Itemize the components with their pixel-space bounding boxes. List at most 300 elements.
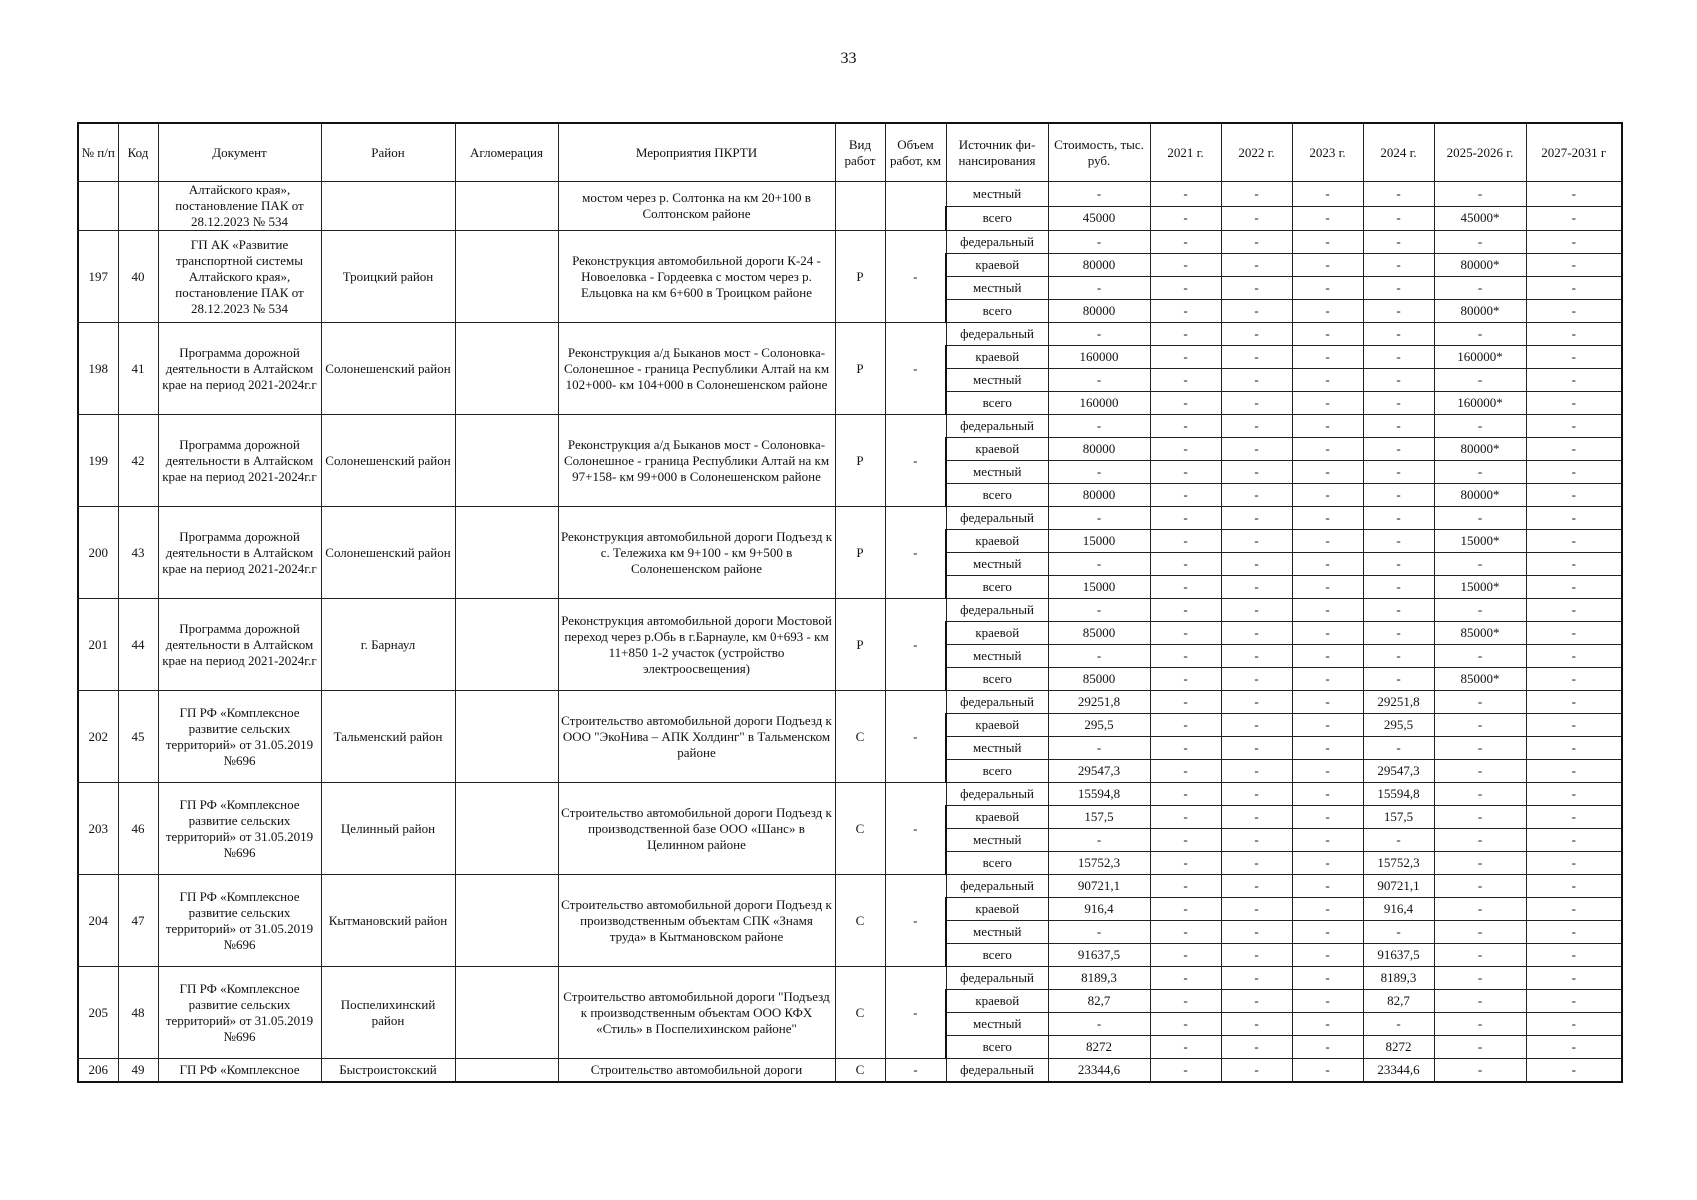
row-number-cell: 205 [78, 967, 118, 1059]
row-number-cell: 199 [78, 415, 118, 507]
year-2022-cell: - [1221, 875, 1292, 898]
year-2021-cell: - [1150, 668, 1221, 691]
funding-source-cell: краевой [946, 806, 1048, 829]
year-2023-cell: - [1292, 760, 1363, 783]
funding-source-cell: краевой [946, 254, 1048, 277]
year-2022-cell: - [1221, 323, 1292, 346]
document-cell: ГП РФ «Комплексное развитие сельских территорий» от 31.05.2019 №696 [158, 691, 321, 783]
year-2022-cell: - [1221, 346, 1292, 369]
row-number-cell: 206 [78, 1059, 118, 1083]
funding-source-cell: федеральный [946, 415, 1048, 438]
funding-source-cell: федеральный [946, 691, 1048, 714]
year-2023-cell: - [1292, 691, 1363, 714]
year-2024-cell: - [1363, 346, 1434, 369]
funding-source-cell: всего [946, 206, 1048, 231]
years-2027-2031-cell: - [1526, 806, 1622, 829]
year-2022-cell: - [1221, 1013, 1292, 1036]
cost-cell: - [1048, 553, 1150, 576]
cost-cell: 85000 [1048, 622, 1150, 645]
year-2021-cell: - [1150, 599, 1221, 622]
year-2024-cell: - [1363, 415, 1434, 438]
years-2025-2026-cell: - [1434, 921, 1526, 944]
work-type-cell: С [835, 691, 885, 783]
years-2025-2026-cell: 85000* [1434, 668, 1526, 691]
years-2025-2026-cell: 15000* [1434, 576, 1526, 599]
code-cell [118, 182, 158, 231]
years-2027-2031-cell: - [1526, 507, 1622, 530]
year-2023-cell: - [1292, 507, 1363, 530]
funding-source-cell: местный [946, 553, 1048, 576]
year-2023-cell: - [1292, 1059, 1363, 1083]
year-2022-cell: - [1221, 206, 1292, 231]
work-type-cell: Р [835, 599, 885, 691]
year-2023-cell: - [1292, 277, 1363, 300]
cost-cell: 23344,6 [1048, 1059, 1150, 1083]
year-2021-cell: - [1150, 323, 1221, 346]
funding-source-cell: федеральный [946, 1059, 1048, 1083]
agglomeration-cell [455, 783, 558, 875]
work-type-cell: Р [835, 415, 885, 507]
funding-source-cell: всего [946, 300, 1048, 323]
year-2024-cell: - [1363, 231, 1434, 254]
year-2024-cell: - [1363, 392, 1434, 415]
work-type-cell: С [835, 783, 885, 875]
cost-cell: 29251,8 [1048, 691, 1150, 714]
cost-cell: - [1048, 323, 1150, 346]
year-2024-cell: - [1363, 553, 1434, 576]
year-2022-cell: - [1221, 530, 1292, 553]
measure-cell: мостом через р. Солтонка на км 20+100 в Солтонском районе [558, 182, 835, 231]
year-2023-cell: - [1292, 438, 1363, 461]
years-2027-2031-cell: - [1526, 1013, 1622, 1036]
year-2024-cell: - [1363, 323, 1434, 346]
year-2023-cell: - [1292, 806, 1363, 829]
measure-cell: Строительство автомобильной дороги "Подъезд к производственным объектам ООО КФХ «Стиль» в Поспелихинском районе" [558, 967, 835, 1059]
year-2021-cell: - [1150, 484, 1221, 507]
years-2025-2026-cell: - [1434, 323, 1526, 346]
header-cell: Код [118, 123, 158, 182]
year-2021-cell: - [1150, 875, 1221, 898]
years-2025-2026-cell: - [1434, 553, 1526, 576]
years-2027-2031-cell: - [1526, 737, 1622, 760]
work-type-cell: С [835, 1059, 885, 1083]
years-2027-2031-cell: - [1526, 182, 1622, 207]
volume-cell: - [885, 967, 946, 1059]
funding-source-cell: краевой [946, 898, 1048, 921]
years-2027-2031-cell: - [1526, 599, 1622, 622]
years-2027-2031-cell: - [1526, 392, 1622, 415]
year-2022-cell: - [1221, 392, 1292, 415]
row-number-cell: 197 [78, 231, 118, 323]
funding-source-cell: местный [946, 737, 1048, 760]
year-2023-cell: - [1292, 645, 1363, 668]
year-2024-cell: - [1363, 206, 1434, 231]
year-2024-cell: 8189,3 [1363, 967, 1434, 990]
funding-source-cell: федеральный [946, 507, 1048, 530]
year-2024-cell: - [1363, 829, 1434, 852]
year-2023-cell: - [1292, 921, 1363, 944]
year-2021-cell: - [1150, 1036, 1221, 1059]
agglomeration-cell [455, 231, 558, 323]
year-2022-cell: - [1221, 599, 1292, 622]
years-2025-2026-cell: - [1434, 760, 1526, 783]
funding-source-cell: краевой [946, 530, 1048, 553]
years-2025-2026-cell: 160000* [1434, 346, 1526, 369]
year-2024-cell: 29547,3 [1363, 760, 1434, 783]
year-2024-cell: - [1363, 300, 1434, 323]
year-2022-cell: - [1221, 182, 1292, 207]
years-2025-2026-cell: - [1434, 852, 1526, 875]
cost-cell: 8272 [1048, 1036, 1150, 1059]
district-cell: Быстроистокский [321, 1059, 455, 1083]
years-2027-2031-cell: - [1526, 1059, 1622, 1083]
code-cell: 48 [118, 967, 158, 1059]
table-row [78, 323, 1622, 346]
cost-cell: 8189,3 [1048, 967, 1150, 990]
year-2021-cell: - [1150, 254, 1221, 277]
years-2027-2031-cell: - [1526, 530, 1622, 553]
year-2021-cell: - [1150, 530, 1221, 553]
year-2021-cell: - [1150, 300, 1221, 323]
years-2025-2026-cell: - [1434, 806, 1526, 829]
volume-cell: - [885, 875, 946, 967]
years-2025-2026-cell: 80000* [1434, 484, 1526, 507]
district-cell: Тальменский район [321, 691, 455, 783]
page-number: 33 [840, 50, 857, 67]
document-cell: ГП РФ «Комплексное развитие сельских территорий» от 31.05.2019 №696 [158, 783, 321, 875]
cost-cell: 15752,3 [1048, 852, 1150, 875]
document-cell: Программа дорожной деятельности в Алтайском крае на период 2021-2024г.г [158, 507, 321, 599]
years-2027-2031-cell: - [1526, 990, 1622, 1013]
year-2022-cell: - [1221, 760, 1292, 783]
years-2025-2026-cell: - [1434, 829, 1526, 852]
years-2025-2026-cell: 15000* [1434, 530, 1526, 553]
year-2021-cell: - [1150, 898, 1221, 921]
cost-cell: - [1048, 921, 1150, 944]
volume-cell [885, 182, 946, 231]
year-2022-cell: - [1221, 806, 1292, 829]
cost-cell: 15000 [1048, 530, 1150, 553]
year-2023-cell: - [1292, 967, 1363, 990]
volume-cell: - [885, 323, 946, 415]
header-cell: 2024 г. [1363, 123, 1434, 182]
cost-cell: 90721,1 [1048, 875, 1150, 898]
year-2021-cell: - [1150, 806, 1221, 829]
years-2027-2031-cell: - [1526, 645, 1622, 668]
year-2023-cell: - [1292, 553, 1363, 576]
years-2027-2031-cell: - [1526, 1036, 1622, 1059]
year-2024-cell: 15752,3 [1363, 852, 1434, 875]
header-cell: 2022 г. [1221, 123, 1292, 182]
years-2025-2026-cell: - [1434, 898, 1526, 921]
code-cell: 44 [118, 599, 158, 691]
years-2025-2026-cell: - [1434, 1013, 1526, 1036]
year-2022-cell: - [1221, 714, 1292, 737]
year-2022-cell: - [1221, 507, 1292, 530]
years-2027-2031-cell: - [1526, 206, 1622, 231]
code-cell: 49 [118, 1059, 158, 1083]
cost-cell: 91637,5 [1048, 944, 1150, 967]
year-2023-cell: - [1292, 369, 1363, 392]
years-2027-2031-cell: - [1526, 323, 1622, 346]
agglomeration-cell [455, 323, 558, 415]
year-2021-cell: - [1150, 1013, 1221, 1036]
year-2022-cell: - [1221, 300, 1292, 323]
header-cell: Район [321, 123, 455, 182]
volume-cell: - [885, 783, 946, 875]
year-2021-cell: - [1150, 392, 1221, 415]
funding-source-cell: федеральный [946, 875, 1048, 898]
funding-source-cell: всего [946, 852, 1048, 875]
year-2023-cell: - [1292, 737, 1363, 760]
year-2021-cell: - [1150, 760, 1221, 783]
volume-cell: - [885, 231, 946, 323]
cost-cell: 15594,8 [1048, 783, 1150, 806]
years-2025-2026-cell: - [1434, 461, 1526, 484]
year-2024-cell: - [1363, 576, 1434, 599]
year-2021-cell: - [1150, 461, 1221, 484]
year-2023-cell: - [1292, 530, 1363, 553]
document-cell: Алтайского края», постановление ПАК от 28.12.2023 № 534 [158, 182, 321, 231]
document-cell: Программа дорожной деятельности в Алтайском крае на период 2021-2024г.г [158, 323, 321, 415]
year-2023-cell: - [1292, 231, 1363, 254]
row-number-cell: 200 [78, 507, 118, 599]
year-2022-cell: - [1221, 277, 1292, 300]
year-2024-cell: - [1363, 484, 1434, 507]
years-2025-2026-cell: - [1434, 277, 1526, 300]
work-type-cell: Р [835, 507, 885, 599]
cost-cell: 80000 [1048, 484, 1150, 507]
district-cell: Целинный район [321, 783, 455, 875]
row-number-cell: 203 [78, 783, 118, 875]
district-cell: Поспелихинский район [321, 967, 455, 1059]
years-2027-2031-cell: - [1526, 691, 1622, 714]
year-2021-cell: - [1150, 438, 1221, 461]
cost-cell: - [1048, 599, 1150, 622]
years-2027-2031-cell: - [1526, 369, 1622, 392]
year-2021-cell: - [1150, 622, 1221, 645]
cost-cell: - [1048, 415, 1150, 438]
year-2022-cell: - [1221, 737, 1292, 760]
header-cell: 2027-2031 г [1526, 123, 1622, 182]
work-type-cell [835, 182, 885, 231]
work-type-cell: С [835, 967, 885, 1059]
work-type-cell: Р [835, 231, 885, 323]
cost-cell: - [1048, 461, 1150, 484]
year-2023-cell: - [1292, 829, 1363, 852]
year-2021-cell: - [1150, 346, 1221, 369]
years-2027-2031-cell: - [1526, 852, 1622, 875]
work-type-cell: Р [835, 323, 885, 415]
year-2024-cell: - [1363, 645, 1434, 668]
year-2021-cell: - [1150, 921, 1221, 944]
year-2022-cell: - [1221, 967, 1292, 990]
row-number-cell: 198 [78, 323, 118, 415]
measure-cell: Строительство автомобильной дороги Подъезд к ООО "ЭкоНива – АПК Холдинг" в Тальменском районе [558, 691, 835, 783]
year-2022-cell: - [1221, 484, 1292, 507]
years-2027-2031-cell: - [1526, 484, 1622, 507]
year-2023-cell: - [1292, 1013, 1363, 1036]
year-2024-cell: - [1363, 254, 1434, 277]
years-2027-2031-cell: - [1526, 231, 1622, 254]
years-2025-2026-cell: - [1434, 1036, 1526, 1059]
year-2024-cell: - [1363, 182, 1434, 207]
years-2025-2026-cell: 85000* [1434, 622, 1526, 645]
year-2021-cell: - [1150, 829, 1221, 852]
years-2027-2031-cell: - [1526, 277, 1622, 300]
funding-source-cell: всего [946, 1036, 1048, 1059]
years-2025-2026-cell: - [1434, 182, 1526, 207]
cost-cell: 45000 [1048, 206, 1150, 231]
year-2024-cell: 91637,5 [1363, 944, 1434, 967]
years-2027-2031-cell: - [1526, 461, 1622, 484]
years-2027-2031-cell: - [1526, 783, 1622, 806]
year-2024-cell: 8272 [1363, 1036, 1434, 1059]
years-2025-2026-cell: - [1434, 415, 1526, 438]
year-2023-cell: - [1292, 576, 1363, 599]
table-row [78, 783, 1622, 806]
cost-cell: 29547,3 [1048, 760, 1150, 783]
years-2027-2031-cell: - [1526, 438, 1622, 461]
years-2027-2031-cell: - [1526, 622, 1622, 645]
year-2021-cell: - [1150, 691, 1221, 714]
document-cell: Программа дорожной деятельности в Алтайском крае на период 2021-2024г.г [158, 599, 321, 691]
district-cell: Солонешенский район [321, 323, 455, 415]
district-cell: Кытмановский район [321, 875, 455, 967]
year-2023-cell: - [1292, 346, 1363, 369]
cost-cell: 15000 [1048, 576, 1150, 599]
agglomeration-cell [455, 967, 558, 1059]
year-2023-cell: - [1292, 875, 1363, 898]
year-2021-cell: - [1150, 277, 1221, 300]
header-cell: Агломерация [455, 123, 558, 182]
measure-cell: Реконструкция а/д Быканов мост - Солоновка- Солонешное - граница Республики Алтай на км 97+158- км 99+000 в Солонешенском районе [558, 415, 835, 507]
year-2024-cell: - [1363, 921, 1434, 944]
funding-source-cell: краевой [946, 990, 1048, 1013]
row-number-cell [78, 182, 118, 231]
table-row [78, 691, 1622, 714]
table-header-row [78, 123, 1622, 182]
years-2025-2026-cell: - [1434, 990, 1526, 1013]
cost-cell: - [1048, 1013, 1150, 1036]
years-2025-2026-cell: - [1434, 507, 1526, 530]
year-2023-cell: - [1292, 206, 1363, 231]
years-2025-2026-cell: - [1434, 714, 1526, 737]
year-2021-cell: - [1150, 737, 1221, 760]
year-2021-cell: - [1150, 852, 1221, 875]
year-2024-cell: - [1363, 530, 1434, 553]
years-2027-2031-cell: - [1526, 346, 1622, 369]
year-2022-cell: - [1221, 1059, 1292, 1083]
year-2024-cell: - [1363, 438, 1434, 461]
funding-source-cell: федеральный [946, 231, 1048, 254]
volume-cell: - [885, 415, 946, 507]
year-2021-cell: - [1150, 415, 1221, 438]
year-2021-cell: - [1150, 182, 1221, 207]
years-2027-2031-cell: - [1526, 415, 1622, 438]
table-row [78, 507, 1622, 530]
funding-source-cell: местный [946, 829, 1048, 852]
years-2027-2031-cell: - [1526, 714, 1622, 737]
years-2027-2031-cell: - [1526, 553, 1622, 576]
years-2027-2031-cell: - [1526, 300, 1622, 323]
row-number-cell: 202 [78, 691, 118, 783]
years-2025-2026-cell: 80000* [1434, 438, 1526, 461]
measure-cell: Реконструкция автомобильной дороги Мостовой переход через р.Обь в г.Барнауле, км 0+693 - км 11+850 1-2 участок (устройство электроосвещения) [558, 599, 835, 691]
years-2027-2031-cell: - [1526, 898, 1622, 921]
funding-source-cell: всего [946, 944, 1048, 967]
header-cell: 2023 г. [1292, 123, 1363, 182]
year-2024-cell: - [1363, 668, 1434, 691]
year-2024-cell: - [1363, 1013, 1434, 1036]
year-2021-cell: - [1150, 576, 1221, 599]
measure-cell: Строительство автомобильной дороги Подъезд к производственной базе ООО «Шанс» в Целинном районе [558, 783, 835, 875]
funding-source-cell: краевой [946, 622, 1048, 645]
row-number-cell: 204 [78, 875, 118, 967]
year-2021-cell: - [1150, 206, 1221, 231]
years-2025-2026-cell: - [1434, 783, 1526, 806]
funding-source-cell: краевой [946, 346, 1048, 369]
funding-source-cell: федеральный [946, 783, 1048, 806]
agglomeration-cell [455, 507, 558, 599]
measure-cell: Реконструкция а/д Быканов мост - Солоновка- Солонешное - граница Республики Алтай на км 102+000- км 104+000 в Солонешенском районе [558, 323, 835, 415]
year-2022-cell: - [1221, 553, 1292, 576]
funding-source-cell: местный [946, 921, 1048, 944]
funding-source-cell: всего [946, 576, 1048, 599]
measure-cell: Строительство автомобильной дороги Подъезд к производственным объектам СПК «Знамя труда» в Кытмановском районе [558, 875, 835, 967]
cost-cell: 80000 [1048, 254, 1150, 277]
funding-source-cell: краевой [946, 714, 1048, 737]
year-2024-cell: 23344,6 [1363, 1059, 1434, 1083]
table-row [78, 231, 1622, 254]
cost-cell: 160000 [1048, 346, 1150, 369]
year-2023-cell: - [1292, 668, 1363, 691]
year-2022-cell: - [1221, 369, 1292, 392]
row-number-cell: 201 [78, 599, 118, 691]
funding-source-cell: местный [946, 1013, 1048, 1036]
years-2025-2026-cell: - [1434, 944, 1526, 967]
work-type-cell: С [835, 875, 885, 967]
year-2021-cell: - [1150, 553, 1221, 576]
year-2024-cell: - [1363, 277, 1434, 300]
funding-source-cell: краевой [946, 438, 1048, 461]
year-2022-cell: - [1221, 622, 1292, 645]
cost-cell: - [1048, 645, 1150, 668]
year-2023-cell: - [1292, 898, 1363, 921]
agglomeration-cell [455, 599, 558, 691]
year-2022-cell: - [1221, 415, 1292, 438]
years-2027-2031-cell: - [1526, 921, 1622, 944]
district-cell: Троицкий район [321, 231, 455, 323]
district-cell: г. Барнаул [321, 599, 455, 691]
year-2022-cell: - [1221, 1036, 1292, 1059]
volume-cell: - [885, 1059, 946, 1083]
year-2024-cell: 90721,1 [1363, 875, 1434, 898]
year-2021-cell: - [1150, 231, 1221, 254]
volume-cell: - [885, 599, 946, 691]
table-body [78, 182, 1622, 1083]
document-cell: ГП РФ «Комплексное развитие сельских территорий» от 31.05.2019 №696 [158, 967, 321, 1059]
cost-cell: - [1048, 277, 1150, 300]
document-cell: ГП РФ «Комплексное [158, 1059, 321, 1083]
volume-cell: - [885, 507, 946, 599]
district-cell: Солонешенский район [321, 507, 455, 599]
measure-cell: Реконструкция автомобильной дороги К-24 - Новоеловка - Гордеевка с мостом через р. Ельцовка на км 6+600 в Троицком районе [558, 231, 835, 323]
funding-source-cell: всего [946, 392, 1048, 415]
years-2025-2026-cell: - [1434, 967, 1526, 990]
year-2024-cell: - [1363, 507, 1434, 530]
table-row [78, 182, 1622, 207]
